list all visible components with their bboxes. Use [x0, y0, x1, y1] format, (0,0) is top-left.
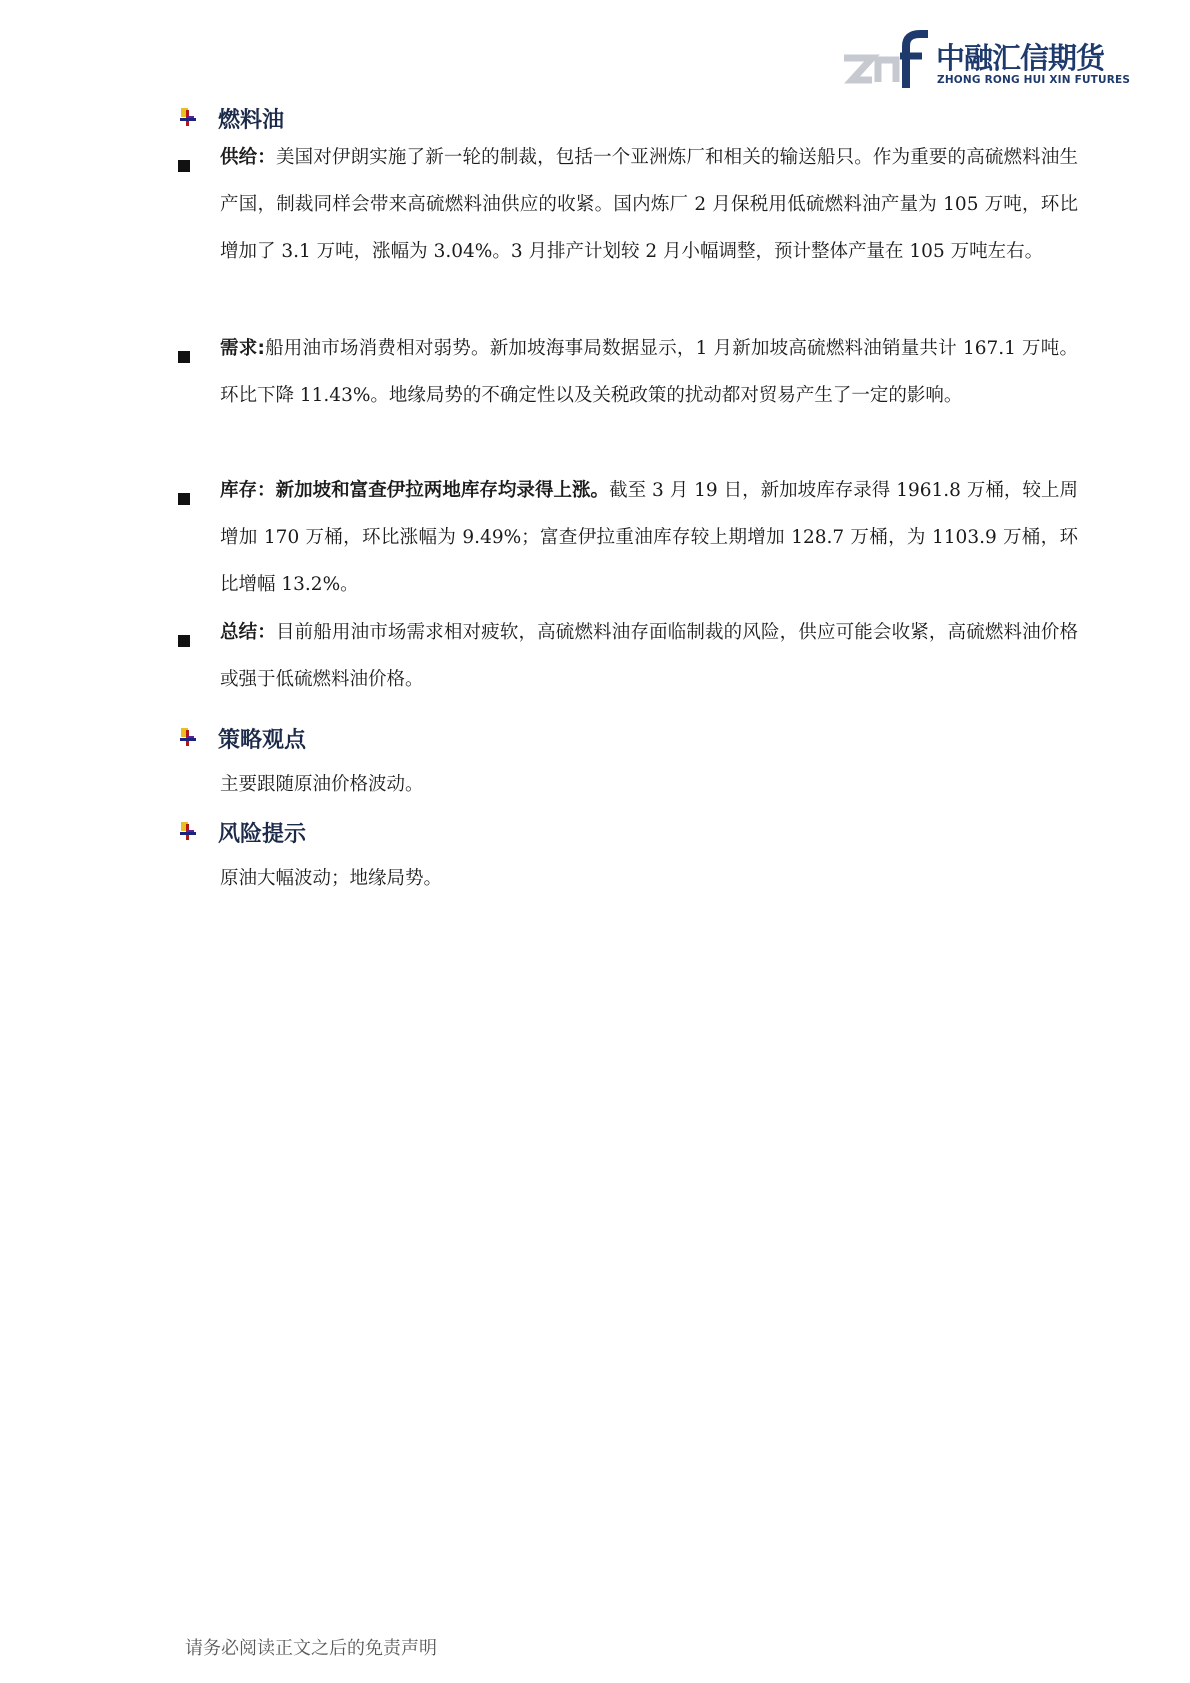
bullet-square-icon [178, 160, 190, 172]
bullet-label: 供给： [220, 147, 276, 168]
bullet-paragraph [220, 325, 1078, 419]
logo-company-chinese: 中融汇信期货 [936, 41, 1105, 75]
section-title: 策略观点 [218, 727, 307, 753]
bullet-square-icon [178, 635, 190, 647]
bullet-paragraph [220, 134, 1078, 275]
bullet-label: 库存：新加坡和富查伊拉两地库存均录得上涨。 [220, 480, 610, 501]
bullet-body: 船用油市场消费相对弱势。新加坡海事局数据显示，1 月新加坡高硫燃料油销量共计 167.1 万吨。环比下降 11.43%。地缘局势的不确定性以及关税政策的扰动都对贸易产生了一定的影响。 [220, 338, 1078, 406]
bullet-label: 需求: [220, 338, 265, 359]
section-title: 燃料油 [218, 107, 285, 133]
company-logo [842, 26, 1131, 92]
bullet-paragraph [220, 467, 1078, 608]
bullet-supply [178, 134, 1078, 275]
section-heading-strategy [178, 721, 306, 755]
section-cross-icon [178, 822, 198, 842]
disclaimer-footer: 请务必阅读正文之后的免责声明 [185, 1638, 437, 1659]
logo-company-english: ZHONG RONG HUI XIN FUTURES [937, 74, 1131, 86]
bullet-body: 目前船用油市场需求相对疲软，高硫燃料油存面临制裁的风险，供应可能会收紧，高硫燃料油价格或强于低硫燃料油价格。 [220, 622, 1078, 690]
bullet-square-icon [178, 351, 190, 363]
section-title: 风险提示 [218, 821, 307, 847]
bullet-body: 截至 3 月 19 日，新加坡库存录得 1961.8 万桶，较上周增加 170 万桶，环比涨幅为 9.49%；富查伊拉重油库存较上期增加 128.7 万桶，为 1103.9 万桶，环比增幅 13.2%。 [220, 480, 1078, 595]
bullet-demand [178, 333, 1078, 419]
bullet-square-icon [178, 493, 190, 505]
section-heading-risk [178, 815, 306, 849]
section-heading-fuel-oil [178, 101, 284, 135]
bullet-inventory [178, 475, 1078, 608]
znf-logo-mark [842, 30, 932, 92]
strategy-text: 主要跟随原油价格波动。 [220, 774, 424, 795]
bullet-summary [178, 617, 1078, 703]
section-cross-icon [178, 108, 198, 128]
risk-text: 原油大幅波动；地缘局势。 [220, 868, 443, 889]
bullet-label: 总结： [220, 622, 276, 643]
section-cross-icon [178, 728, 198, 748]
bullet-paragraph [220, 609, 1078, 703]
bullet-body: 美国对伊朗实施了新一轮的制裁，包括一个亚洲炼厂和相关的输送船只。作为重要的高硫燃料油生产国，制裁同样会带来高硫燃料油供应的收紧。国内炼厂 2 月保税用低硫燃料油产量为 105 万吨，环比增加了 3.1 万吨，涨幅为 3.04%。3 月排产计划较 2 月小幅调整，预计整体产量在 105 万吨左右。 [220, 147, 1078, 262]
